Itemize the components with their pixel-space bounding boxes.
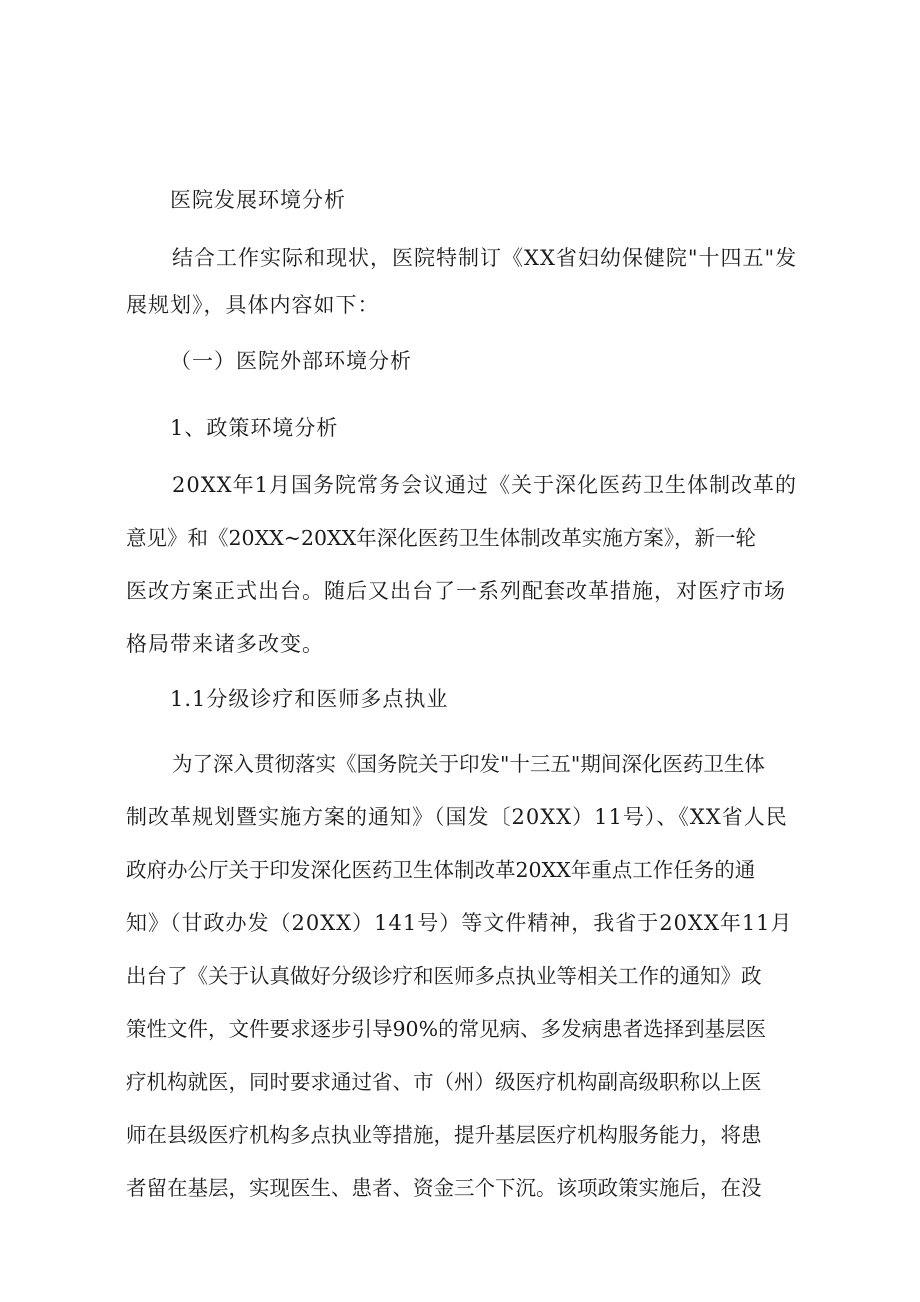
paragraph-2-line-4: 知》（甘政办发（20XX）141号）等文件精神，我省于20XX年11月 — [126, 911, 793, 935]
paragraph-1-line-1: 20XX年1月国务院常务会议通过《关于深化医药卫生体制改革的 — [172, 473, 797, 497]
paragraph-1-line-2: 意见》和《20XX~20XX年深化医药卫生体制改革实施方案》，新一轮 — [126, 526, 756, 550]
paragraph-2-line-3: 政府办公厅关于印发深化医药卫生体制改革20XX年重点工作任务的通 — [126, 858, 756, 882]
paragraph-1-line-3: 医改方案正式出台。随后又出台了一系列配套改革措施，对医疗市场 — [126, 579, 786, 603]
paragraph-2-line-7: 疗机构就医，同时要求通过省、市（州）级医疗机构副高级职称以上医 — [126, 1070, 762, 1094]
paragraph-1-line-4: 格局带来诸多改变。 — [126, 632, 324, 656]
intro-line-2: 展规划》，具体内容如下： — [126, 293, 380, 317]
paragraph-2-line-2: 制改革规划暨实施方案的通知》（国发〔20XX）11号）、《XX省人民 — [126, 805, 788, 829]
subsection-1-1-title: 1.1分级诊疗和医师多点执业 — [170, 687, 449, 711]
paragraph-2-line-8: 师在县级医疗机构多点执业等措施，提升基层医疗机构服务能力，将患 — [126, 1123, 762, 1147]
paragraph-2-line-5: 出台了《关于认真做好分级诊疗和医师多点执业等相关工作的通知》政 — [126, 964, 762, 988]
subsection-1-title: 1、政策环境分析 — [170, 416, 339, 440]
document-title: 医院发展环境分析 — [170, 188, 346, 212]
paragraph-2-line-6: 策性文件，文件要求逐步引导90%的常见病、多发病患者选择到基层医 — [126, 1017, 767, 1041]
paragraph-2-line-1: 为了深入贯彻落实《国务院关于印发"十三五"期间深化医药卫生体 — [172, 752, 765, 776]
paragraph-2-line-9: 者留在基层，实现医生、患者、资金三个下沉。该项政策实施后，在没 — [126, 1176, 762, 1200]
section-1-title: （一）医院外部环境分析 — [170, 349, 412, 373]
intro-line-1: 结合工作实际和现状，医院特制订《XX省妇幼保健院"十四五"发 — [172, 246, 798, 270]
